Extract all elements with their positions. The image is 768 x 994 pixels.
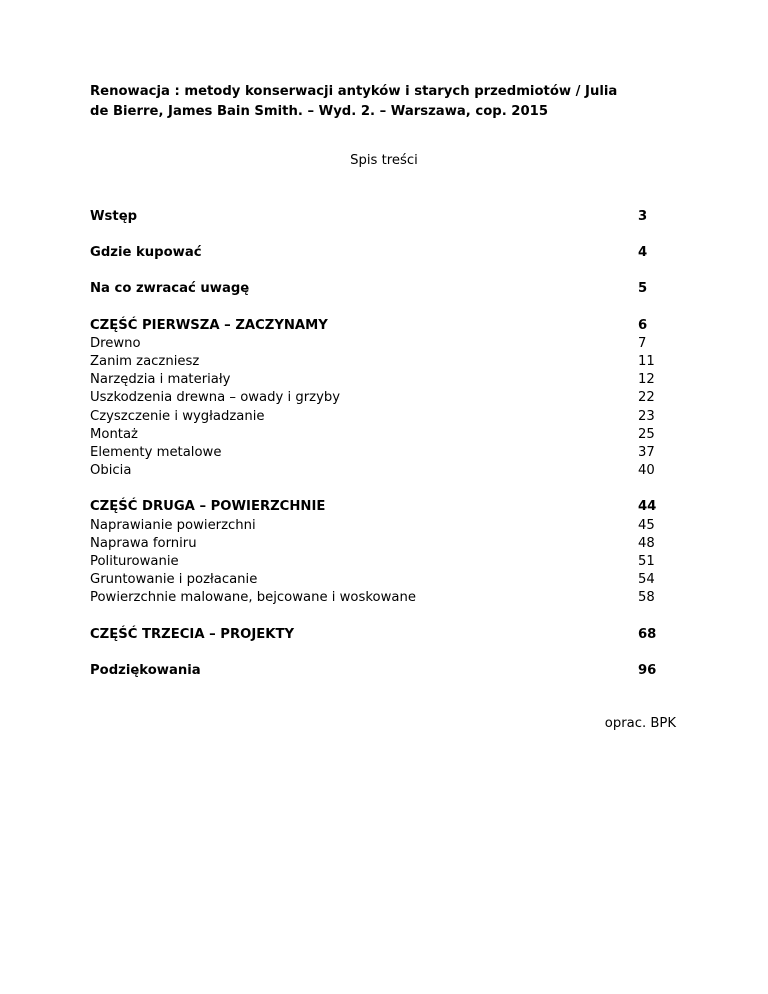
toc-entry — [90, 335, 660, 353]
toc-entry-page: 51 — [638, 554, 655, 570]
bibliographic-line-2: de Bierre, James Bain Smith. – Wyd. 2. – Warszawa, cop. 2015 — [90, 104, 549, 119]
toc-entry-page: 37 — [638, 445, 655, 461]
toc-entry — [90, 408, 660, 426]
toc-entry-page: 7 — [638, 335, 647, 351]
toc-entry-title: Powierzchnie malowane, bejcowane i woskowane — [90, 590, 416, 606]
toc-entry-title: Naprawa forniru — [90, 535, 197, 551]
toc-entry-title: Drewno — [90, 335, 141, 351]
bibliographic-description — [90, 82, 690, 122]
section-gap — [90, 480, 660, 498]
section-gap — [90, 226, 660, 244]
toc-entry — [90, 517, 660, 535]
toc-heading: Spis treści — [350, 153, 418, 168]
toc-entry-page: 45 — [638, 517, 655, 533]
toc-section-page: 5 — [638, 281, 648, 297]
table-of-contents — [90, 208, 660, 680]
toc-entry — [90, 426, 660, 444]
toc-section — [90, 498, 660, 516]
toc-section-title: CZĘŚĆ TRZECIA – PROJEKTY — [90, 626, 295, 642]
toc-section-page: 4 — [638, 245, 648, 261]
toc-section-page: 6 — [638, 317, 648, 333]
toc-section-title: Na co zwracać uwagę — [90, 281, 250, 297]
toc-section-title: Podziękowania — [90, 662, 201, 678]
toc-entry-title: Politurowanie — [90, 554, 179, 570]
toc-entry-page: 25 — [638, 426, 655, 442]
toc-entry-title: Elementy metalowe — [90, 445, 222, 461]
toc-entry-page: 23 — [638, 408, 655, 424]
section-gap — [90, 262, 660, 280]
section-gap — [90, 608, 660, 626]
toc-entry-page: 12 — [638, 372, 655, 388]
toc-entry-page: 40 — [638, 463, 655, 479]
toc-section — [90, 208, 660, 226]
section-gap — [90, 644, 660, 662]
toc-section-title: Gdzie kupować — [90, 245, 202, 261]
section-gap — [90, 299, 660, 317]
toc-section-title: Wstęp — [90, 209, 138, 224]
toc-entry — [90, 571, 660, 589]
toc-entry-title: Naprawianie powierzchni — [90, 517, 256, 533]
toc-entry-title: Zanim zaczniesz — [90, 354, 200, 370]
toc-section — [90, 317, 660, 335]
toc-entry-page: 11 — [638, 354, 655, 370]
toc-entry-title: Narzędzia i materiały — [90, 372, 231, 388]
toc-section-title: CZĘŚĆ PIERWSZA – ZACZYNAMY — [90, 317, 328, 333]
toc-section — [90, 626, 660, 644]
toc-entry — [90, 589, 660, 607]
toc-entry — [90, 444, 660, 462]
toc-section-page: 3 — [638, 209, 648, 224]
toc-entry — [90, 553, 660, 571]
toc-entry-title: Uszkodzenia drewna – owady i grzyby — [90, 390, 341, 406]
toc-entry-page: 54 — [638, 572, 655, 588]
toc-entry-page: 22 — [638, 390, 655, 406]
toc-section — [90, 662, 660, 680]
toc-section-title: CZĘŚĆ DRUGA – POWIERZCHNIE — [90, 499, 326, 515]
toc-entry-title: Czyszczenie i wygładzanie — [90, 408, 265, 424]
toc-entry-title: Obicia — [90, 463, 132, 479]
toc-entry — [90, 462, 660, 480]
toc-section — [90, 244, 660, 262]
toc-section-page: 68 — [638, 626, 657, 642]
toc-section-page: 96 — [638, 662, 657, 678]
toc-entry — [90, 371, 660, 389]
toc-entry-title: Montaż — [90, 426, 138, 442]
compiler-note: oprac. BPK — [604, 716, 676, 731]
toc-entry-page: 58 — [638, 590, 655, 606]
toc-entry — [90, 389, 660, 407]
toc-entry — [90, 535, 660, 553]
toc-entry-page: 48 — [638, 535, 655, 551]
toc-section — [90, 280, 660, 298]
bibliographic-line-1: Renowacja : metody konserwacji antyków i starych przedmiotów / Julia — [90, 84, 618, 99]
toc-section-page: 44 — [638, 499, 657, 515]
toc-entry-title: Gruntowanie i pozłacanie — [90, 572, 258, 588]
toc-entry — [90, 353, 660, 371]
